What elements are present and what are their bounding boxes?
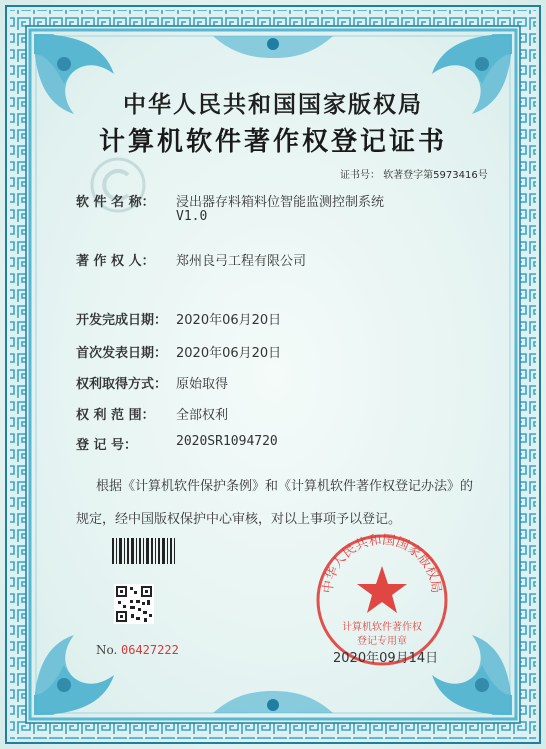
field-value-scope: 全部权利 <box>176 408 229 423</box>
field-label-dev-date: 开发完成日期： <box>76 313 168 328</box>
issuer-heading: 中华人民共和国国家版权局 <box>123 92 423 118</box>
cert-no-label: 证书号： <box>340 170 380 181</box>
field-label-scope: 权 利 范 围： <box>76 408 155 423</box>
top-medallion <box>213 36 333 58</box>
bottom-medallion <box>213 691 333 713</box>
field-value-reg-no: 2020SR1094720 <box>176 434 278 449</box>
seal-inner-line-2: 登记专用章 <box>357 636 407 647</box>
field-label-publish-date: 首次发表日期： <box>76 346 168 361</box>
serial-label: No. <box>96 643 118 657</box>
seal-ring-text: 中华人民共和国国家版权局 <box>320 532 444 595</box>
certificate-title: 计算机软件著作权登记证书 <box>98 127 447 157</box>
field-value-version: V1.0 <box>176 209 208 224</box>
barcode <box>112 538 175 564</box>
field-label-reg-no: 登 记 号： <box>76 438 138 453</box>
statement-line-2: 规定，经中国版权保护中心审核，对以上事项予以登记。 <box>76 512 402 527</box>
field-value-acquisition: 原始取得 <box>176 377 229 392</box>
qr-code <box>114 584 154 624</box>
field-value-dev-date: 2020年06月20日 <box>176 313 282 328</box>
serial-number: 06427222 <box>121 643 179 657</box>
field-label-owner: 著 作 权 人： <box>76 254 155 269</box>
statement-line-1: 根据《计算机软件保护条例》和《计算机软件著作权登记办法》的 <box>96 479 474 494</box>
certificate-number <box>340 166 488 181</box>
cert-no-value: 软著登字第5973416号 <box>383 170 488 181</box>
issue-date: 2020年09月14日 <box>333 651 439 666</box>
field-value-publish-date: 2020年06月20日 <box>176 346 282 361</box>
seal-star-icon <box>357 566 407 613</box>
field-label-software-name: 软 件 名 称： <box>76 195 155 210</box>
field-label-acquisition: 权利取得方式： <box>76 377 168 392</box>
field-value-software-name: 浸出器存料箱料位智能监测控制系统 <box>176 195 385 210</box>
seal-inner-line-1: 计算机软件著作权 <box>342 622 422 633</box>
field-value-owner: 郑州良弓工程有限公司 <box>176 254 307 269</box>
